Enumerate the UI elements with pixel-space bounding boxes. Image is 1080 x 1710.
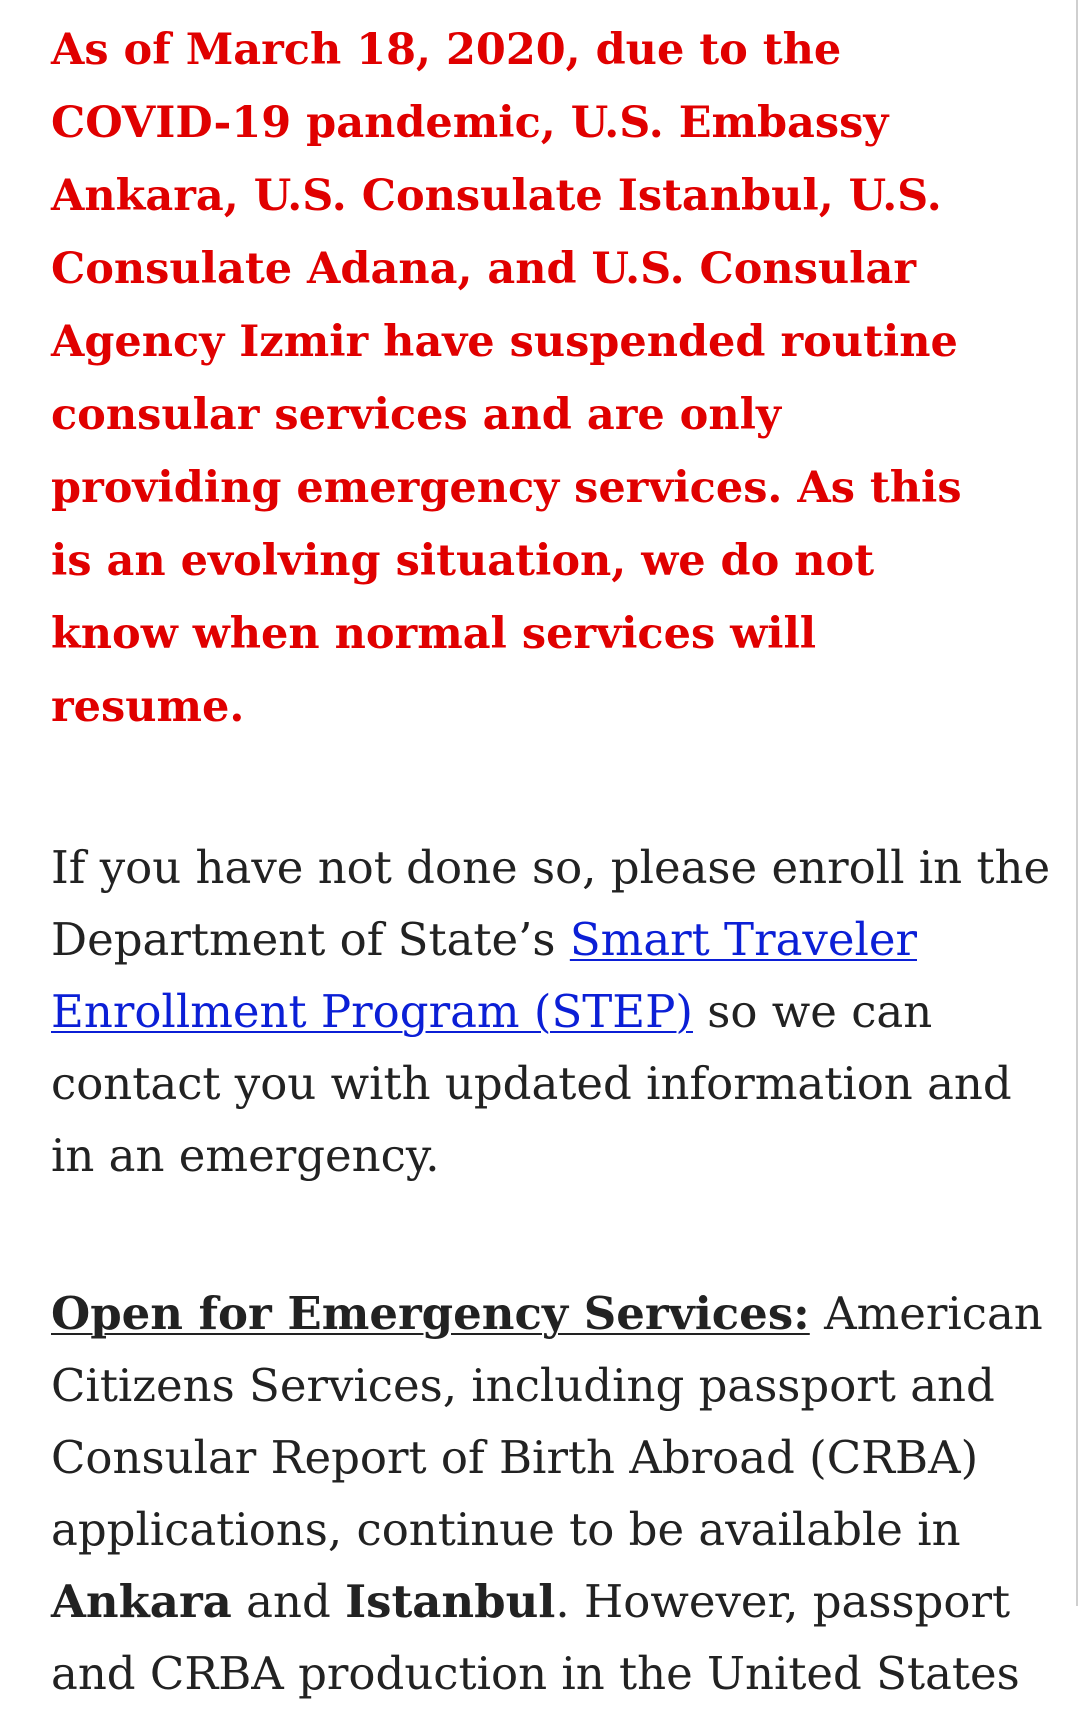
article-content [51, 14, 1051, 1710]
emergency-text-2: and [231, 1575, 346, 1628]
enroll-paragraph [51, 832, 1051, 1192]
emergency-services-paragraph [51, 1278, 1051, 1710]
covid-alert-notice: As of March 18, 2020, due to the COVID-19 pandemic, U.S. Embassy Ankara, U.S. Consulate Istanbul, U.S. Consulate Adana, and U.S. Consular Agency Izmir have suspended routine consular services and are only providing emergency services. As this is an evolving situation, we do not know when normal services will resume. [51, 25, 962, 732]
city-ankara: Ankara [51, 1575, 232, 1628]
emergency-services-heading: Open for Emergency Services: [51, 1287, 810, 1340]
enroll-text-after: so we can contact you with updated information and in an emergency. [51, 985, 1012, 1182]
emergency-text-3: . However, passport and CRBA production in the United States [51, 1575, 1020, 1700]
emergency-text-1: American Citizens Services, including passport and Consular Report of Birth Abroad (CRBA) applications, continue to be available in [51, 1287, 1043, 1556]
enroll-text-before: If you have not done so, please enroll in the Department of State’s [51, 841, 1051, 966]
step-enrollment-link[interactable]: Smart Traveler Enrollment Program (STEP) [51, 913, 917, 1038]
city-istanbul: Istanbul [345, 1575, 556, 1628]
